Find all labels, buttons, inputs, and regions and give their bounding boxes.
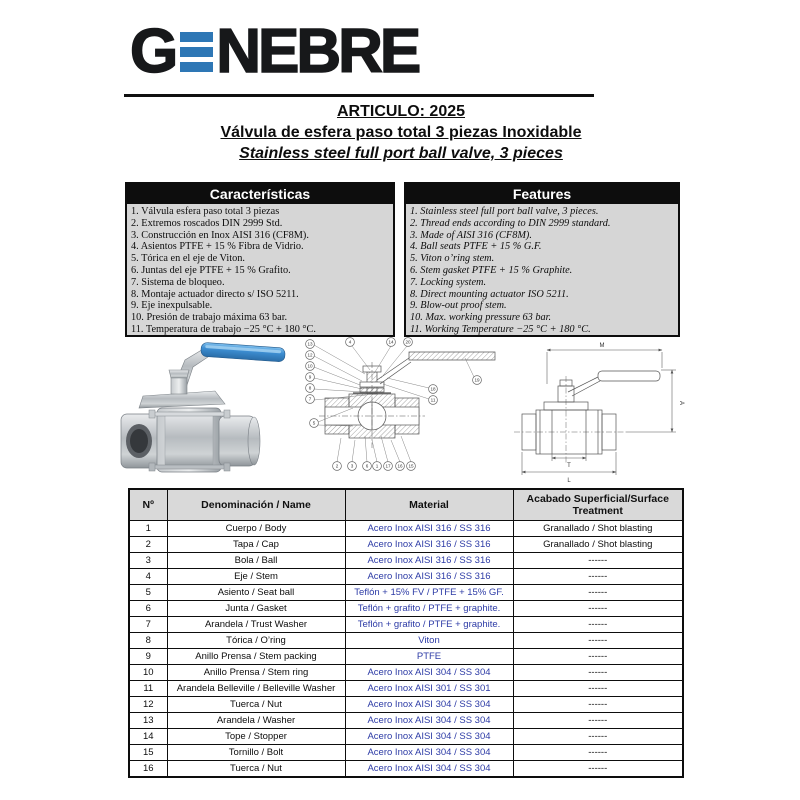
valve-body (121, 370, 260, 472)
callout-bubble (396, 462, 405, 471)
cell-treatment: ------ (513, 681, 683, 697)
cell-material: Acero Inox AISI 316 / SS 316 (345, 537, 513, 553)
feature-item: 5. Viton o’ring stem. (410, 253, 495, 265)
cell-treatment: ------ (513, 729, 683, 745)
cell-name: Junta / Gasket (167, 601, 345, 617)
callout-bubble (429, 396, 438, 405)
callout-bubble (384, 462, 393, 471)
cross-section-image (297, 336, 502, 488)
page-title-en: Stainless steel full port ball valve, 3 pieces (239, 145, 563, 162)
cell-no: 15 (129, 745, 167, 761)
svg-text:19: 19 (474, 377, 480, 383)
table-row (129, 649, 683, 665)
cell-no: 13 (129, 713, 167, 729)
callout-bubble (473, 376, 482, 385)
logo-letters-nebre: NEBRE (216, 17, 419, 86)
cell-name: Tapa / Cap (167, 537, 345, 553)
cell-name: Tórica / O’ring (167, 633, 345, 649)
callout-bubble (306, 340, 315, 349)
caracteristica-item: 4. Asientos PTFE + 15 % Fibra de Vidrio. (131, 241, 304, 253)
cell-material: Acero Inox AISI 304 / SS 304 (345, 761, 513, 778)
cell-treatment: ------ (513, 665, 683, 681)
dim-label-l: L (567, 478, 571, 484)
feature-item: 11. Working Temperature −25 °C + 180 °C. (410, 323, 591, 335)
feature-item: 3. Made of AISI 316 (CF8M). (410, 229, 532, 241)
cell-material: Acero Inox AISI 304 / SS 304 (345, 697, 513, 713)
caracteristica-item: 2. Extremos roscados DIN 2999 Std. (131, 217, 283, 229)
svg-text:18: 18 (430, 386, 436, 392)
caracteristica-item: 7. Sistema de bloqueo. (131, 276, 225, 288)
cell-treatment: ------ (513, 553, 683, 569)
svg-text:10: 10 (307, 363, 313, 369)
callout-bubble (407, 462, 416, 471)
callout-bubble (306, 362, 315, 371)
table-row (129, 553, 683, 569)
cell-material: Acero Inox AISI 316 / SS 316 (345, 553, 513, 569)
dimension-image (500, 336, 690, 488)
table-row (129, 617, 683, 633)
header-material: Material (345, 489, 513, 521)
table-row (129, 601, 683, 617)
cell-treatment: ------ (513, 713, 683, 729)
cell-no: 5 (129, 585, 167, 601)
cell-no: 16 (129, 761, 167, 778)
table-row (129, 697, 683, 713)
dim-label-m: M (599, 343, 605, 349)
caracteristica-item: 5. Tórica en el eje de Viton. (131, 253, 245, 265)
table-row (129, 761, 683, 778)
caracteristica-item: 3. Construcción en Inox AISI 316 (CF8M). (131, 229, 309, 241)
cell-no: 8 (129, 633, 167, 649)
callout-bubble (306, 373, 315, 382)
feature-item: 6. Stem gasket PTFE + 15 % Graphite. (410, 264, 573, 276)
feature-item: 7. Locking system. (410, 276, 487, 288)
cell-treatment: ------ (513, 649, 683, 665)
caracteristica-item: 11. Temperatura de trabajo −25 °C + 180 °C. (131, 323, 316, 335)
callout-bubble (387, 338, 396, 347)
parts-table (128, 488, 684, 778)
table-row (129, 745, 683, 761)
table-header-row (129, 489, 683, 521)
svg-text:11: 11 (430, 397, 436, 403)
cell-no: 11 (129, 681, 167, 697)
svg-text:14: 14 (388, 339, 394, 345)
header-name: Denominación / Name (167, 489, 345, 521)
svg-text:8: 8 (308, 385, 312, 391)
cell-treatment: ------ (513, 569, 683, 585)
cell-name: Tuerca / Nut (167, 761, 345, 778)
dim-label-a: A (678, 400, 684, 406)
cell-treatment: ------ (513, 633, 683, 649)
title-block (118, 101, 684, 164)
caracteristicas-box (125, 182, 395, 337)
caracteristica-item: 10. Presión de trabajo máxima 63 bar. (131, 312, 288, 324)
callout-bubble (306, 395, 315, 404)
cell-treatment: Granallado / Shot blasting (513, 521, 683, 537)
cell-treatment: ------ (513, 601, 683, 617)
svg-text:16: 16 (397, 463, 403, 469)
valve-cross-section-diagram (297, 336, 502, 488)
feature-item: 10. Max. working pressure 63 bar. (410, 312, 552, 324)
dimension-lines (522, 350, 676, 475)
cell-no: 14 (129, 729, 167, 745)
logo-e-bars-icon (180, 32, 213, 72)
cell-name: Tornillo / Bolt (167, 745, 345, 761)
genebre-logo (130, 17, 419, 86)
cell-material: Teflón + grafito / PTFE + graphite. (345, 601, 513, 617)
svg-text:20: 20 (405, 339, 411, 345)
callout-bubble (306, 384, 315, 393)
feature-item: 4. Ball seats PTFE + 15 % G.F. (410, 241, 542, 253)
header-divider (124, 94, 594, 97)
cell-name: Bola / Ball (167, 553, 345, 569)
header-treatment: Acabado Superficial/Surface Treatment (513, 489, 683, 521)
caracteristicas-title: Características (127, 184, 393, 204)
cell-material: Acero Inox AISI 304 / SS 304 (345, 713, 513, 729)
features-box (404, 182, 680, 337)
table-row (129, 713, 683, 729)
caracteristica-item: 1. Válvula esfera paso total 3 piezas (131, 206, 280, 217)
table-row (129, 569, 683, 585)
cell-name: Tope / Stopper (167, 729, 345, 745)
cell-no: 7 (129, 617, 167, 633)
logo-letter-g: G (130, 17, 176, 86)
cell-name: Arandela / Washer (167, 713, 345, 729)
svg-text:6: 6 (365, 463, 369, 469)
cell-name: Cuerpo / Body (167, 521, 345, 537)
table-row (129, 633, 683, 649)
cell-name: Asiento / Seat ball (167, 585, 345, 601)
cell-material: Teflón + 15% FV / PTFE + 15% GF. (345, 585, 513, 601)
dim-label-t: T (567, 463, 571, 469)
table-row (129, 665, 683, 681)
cell-no: 2 (129, 537, 167, 553)
header-no: Nº (129, 489, 167, 521)
callout-bubble (429, 385, 438, 394)
cell-material: PTFE (345, 649, 513, 665)
cell-no: 6 (129, 601, 167, 617)
cross-section-body (319, 352, 495, 448)
svg-text:7: 7 (308, 396, 312, 402)
valve-dimension-drawing (500, 336, 690, 488)
cell-material: Acero Inox AISI 316 / SS 316 (345, 569, 513, 585)
cell-treatment: ------ (513, 585, 683, 601)
cell-material: Acero Inox AISI 316 / SS 316 (345, 521, 513, 537)
svg-text:3: 3 (350, 463, 354, 469)
page-title-es: Válvula de esfera paso total 3 piezas Inoxidable (220, 124, 582, 141)
parts-table-body (129, 521, 683, 778)
cell-no: 12 (129, 697, 167, 713)
caracteristica-item: 9. Eje inexpulsable. (131, 300, 213, 312)
cell-treatment: ------ (513, 697, 683, 713)
cell-name: Arandela Belleville / Belleville Washer (167, 681, 345, 697)
cell-no: 1 (129, 521, 167, 537)
cell-name: Anillo Prensa / Stem packing (167, 649, 345, 665)
callout-bubble (363, 462, 372, 471)
svg-text:13: 13 (307, 341, 313, 347)
feature-item: 2. Thread ends according to DIN 2999 standard. (410, 217, 611, 229)
cell-treatment: ------ (513, 761, 683, 778)
valve-photo (113, 338, 308, 486)
callout-bubble (310, 419, 319, 428)
cell-treatment: ------ (513, 617, 683, 633)
cell-material: Teflón + grafito / PTFE + graphite. (345, 617, 513, 633)
feature-item: 8. Direct mounting actuator ISO 5211. (410, 288, 569, 300)
cell-no: 9 (129, 649, 167, 665)
cell-name: Tuerca / Nut (167, 697, 345, 713)
dimension-outline (514, 371, 660, 464)
svg-text:5: 5 (312, 420, 316, 426)
svg-text:4: 4 (348, 339, 352, 345)
table-row (129, 585, 683, 601)
svg-text:12: 12 (307, 352, 313, 358)
cell-material: Acero Inox AISI 304 / SS 304 (345, 745, 513, 761)
features-list (406, 206, 678, 336)
cell-material: Acero Inox AISI 304 / SS 304 (345, 665, 513, 681)
callout-bubble (348, 462, 357, 471)
svg-text:17: 17 (385, 463, 391, 469)
feature-item: 1. Stainless steel full port ball valve, 3 pieces. (410, 206, 599, 217)
caracteristica-item: 6. Juntas del eje PTFE + 15 % Grafito. (131, 264, 291, 276)
features-title: Features (406, 184, 678, 204)
svg-text:1: 1 (375, 463, 379, 469)
callout-bubble (404, 338, 413, 347)
cell-name: Eje / Stem (167, 569, 345, 585)
valve-photo-image (113, 338, 308, 486)
cell-no: 3 (129, 553, 167, 569)
caracteristica-item: 8. Montaje actuador directo s/ ISO 5211. (131, 288, 299, 300)
svg-text:2: 2 (335, 463, 339, 469)
caracteristicas-list (127, 206, 393, 336)
articulo-number: ARTICULO: 2025 (336, 103, 466, 120)
cell-treatment: Granallado / Shot blasting (513, 537, 683, 553)
callout-bubble (373, 462, 382, 471)
callout-bubble (306, 351, 315, 360)
table-row (129, 521, 683, 537)
callout-bubble (333, 462, 342, 471)
cell-material: Acero Inox AISI 301 / SS 301 (345, 681, 513, 697)
cell-no: 10 (129, 665, 167, 681)
cell-treatment: ------ (513, 745, 683, 761)
table-row (129, 537, 683, 553)
table-row (129, 681, 683, 697)
callout-bubble (346, 338, 355, 347)
cell-material: Acero Inox AISI 304 / SS 304 (345, 729, 513, 745)
cell-no: 4 (129, 569, 167, 585)
feature-item: 9. Blow-out proof stem. (410, 300, 507, 312)
svg-text:15: 15 (408, 463, 414, 469)
cell-name: Arandela / Trust Washer (167, 617, 345, 633)
cell-material: Viton (345, 633, 513, 649)
valve-handle (175, 342, 285, 388)
cell-name: Anillo Prensa / Stem ring (167, 665, 345, 681)
table-row (129, 729, 683, 745)
svg-text:9: 9 (308, 374, 312, 380)
